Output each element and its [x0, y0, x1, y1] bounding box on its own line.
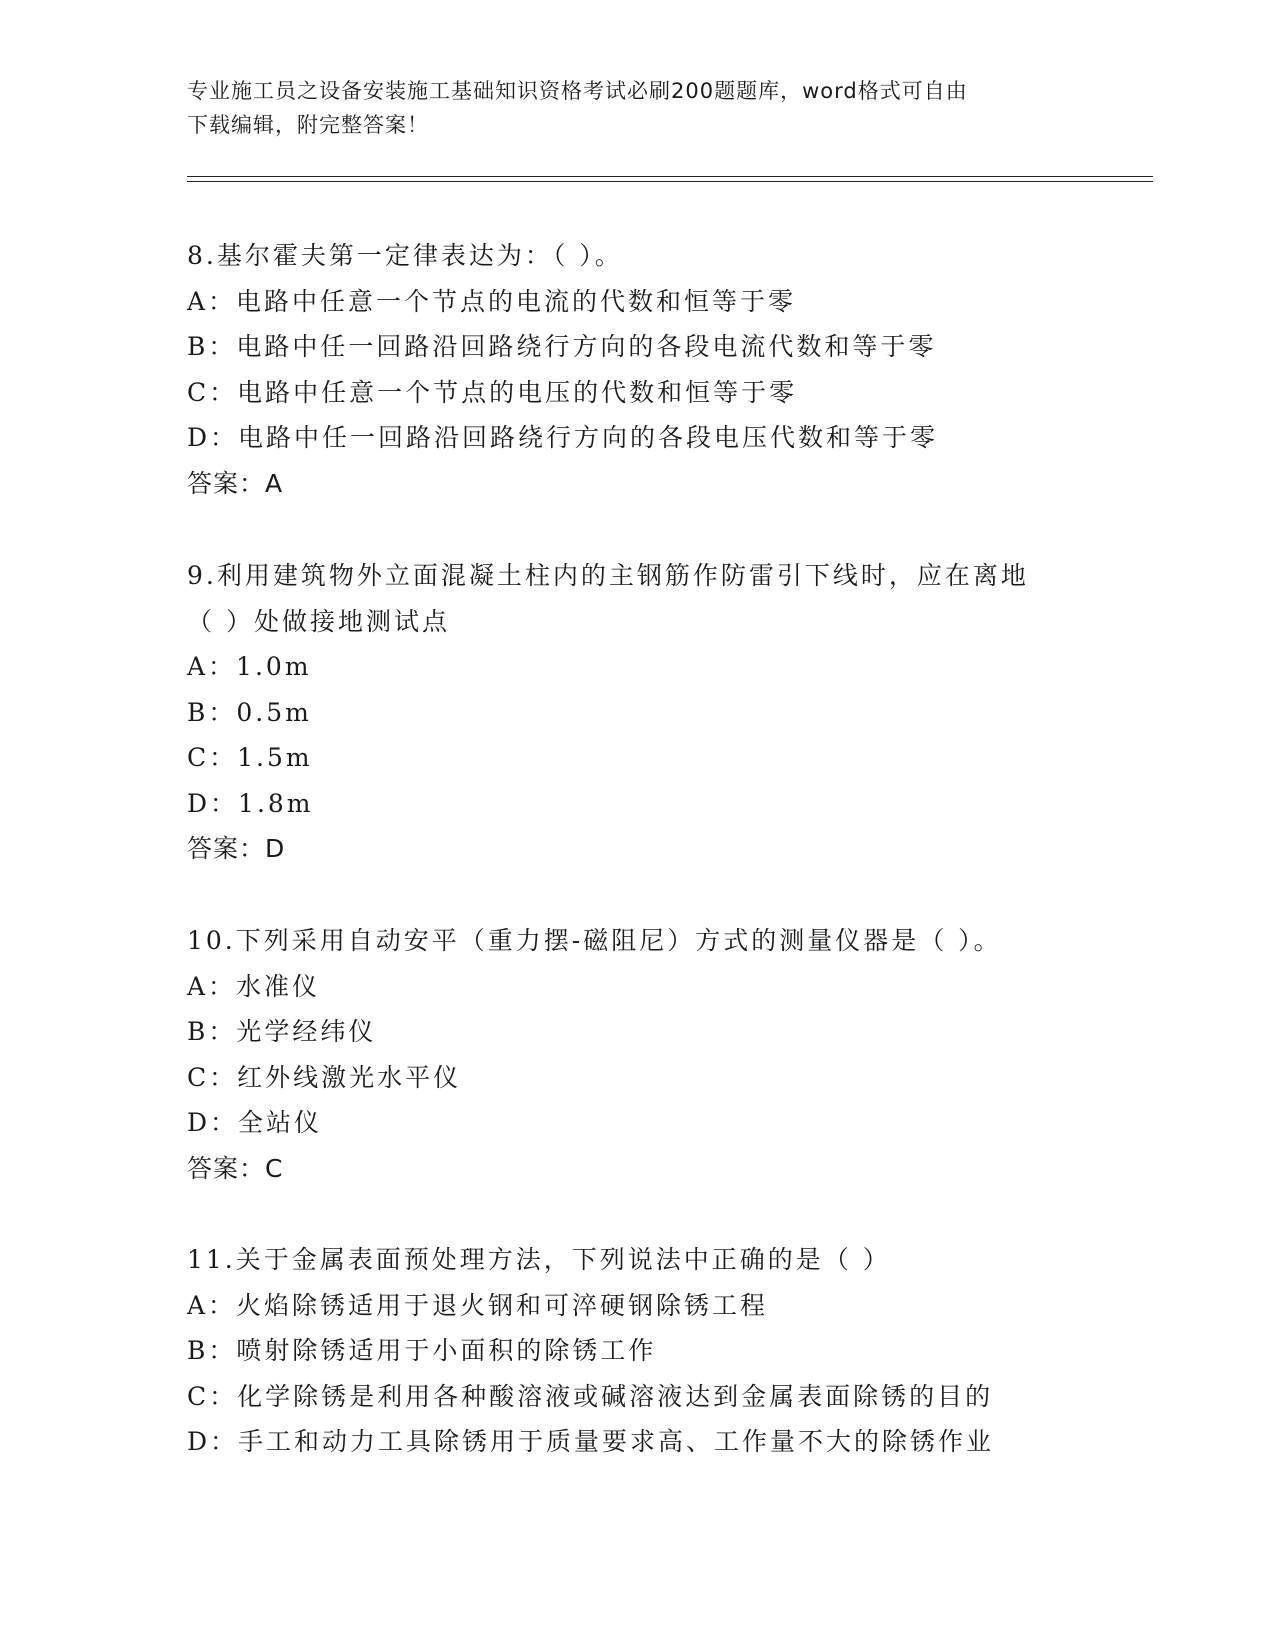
- question-stem: 10.下列采用自动安平（重力摆-磁阻尼）方式的测量仪器是（ ）。: [187, 926, 1002, 955]
- option-a: A：电路中任意一个节点的电流的代数和恒等于零: [187, 286, 797, 316]
- answer: 答案：C: [187, 1153, 284, 1183]
- header-divider-top: [187, 176, 1153, 177]
- document-header: [187, 74, 1067, 142]
- option-c: C：化学除锈是利用各种酸溶液或碱溶液达到金属表面除锈的目的: [187, 1381, 994, 1411]
- question-stem: 11.关于金属表面预处理方法，下列说法中正确的是（ ）: [187, 1245, 891, 1274]
- question-9: [187, 553, 1087, 872]
- option-d: D：1.8m: [187, 788, 314, 818]
- option-a: A：火焰除锈适用于退火钢和可淬硬钢除锈工程: [187, 1290, 769, 1320]
- option-a: A：水准仪: [187, 971, 321, 1001]
- header-line-1: 专业施工员之设备安装施工基础知识资格考试必刷200题题库，word格式可自由: [187, 79, 968, 103]
- option-d: D：电路中任一回路沿回路绕行方向的各段电压代数和等于零: [187, 423, 939, 452]
- option-b: B：喷射除锈适用于小面积的除锈工作: [187, 1336, 657, 1365]
- option-b: B：电路中任一回路沿回路绕行方向的各段电流代数和等于零: [187, 332, 937, 361]
- option-c: C：红外线激光水平仪: [187, 1062, 462, 1092]
- option-b: B：光学经纬仪: [187, 1017, 377, 1046]
- answer: 答案：A: [187, 468, 284, 498]
- option-c: C：1.5m: [187, 743, 313, 772]
- option-d: D：手工和动力工具除锈用于质量要求高、工作量不大的除锈作业: [187, 1427, 995, 1456]
- option-d: D：全站仪: [187, 1108, 323, 1137]
- question-stem: 9.利用建筑物外立面混凝土柱内的主钢筋作防雷引下线时，应在离地: [187, 561, 1029, 590]
- answer: 答案：D: [187, 834, 286, 863]
- option-b: B：0.5m: [187, 697, 312, 727]
- question-stem: 8.基尔霍夫第一定律表达为：（ ）。: [187, 241, 623, 270]
- question-11: [187, 1237, 1087, 1465]
- question-10: [187, 918, 1087, 1191]
- question-stem-continued: （ ）处做接地测试点: [187, 606, 450, 636]
- header-line-2: 下载编辑，附完整答案！: [187, 113, 429, 137]
- question-8: [187, 233, 1087, 506]
- option-a: A：1.0m: [187, 652, 312, 681]
- header-divider-bottom: [187, 181, 1153, 182]
- option-c: C：电路中任意一个节点的电压的代数和恒等于零: [187, 377, 798, 407]
